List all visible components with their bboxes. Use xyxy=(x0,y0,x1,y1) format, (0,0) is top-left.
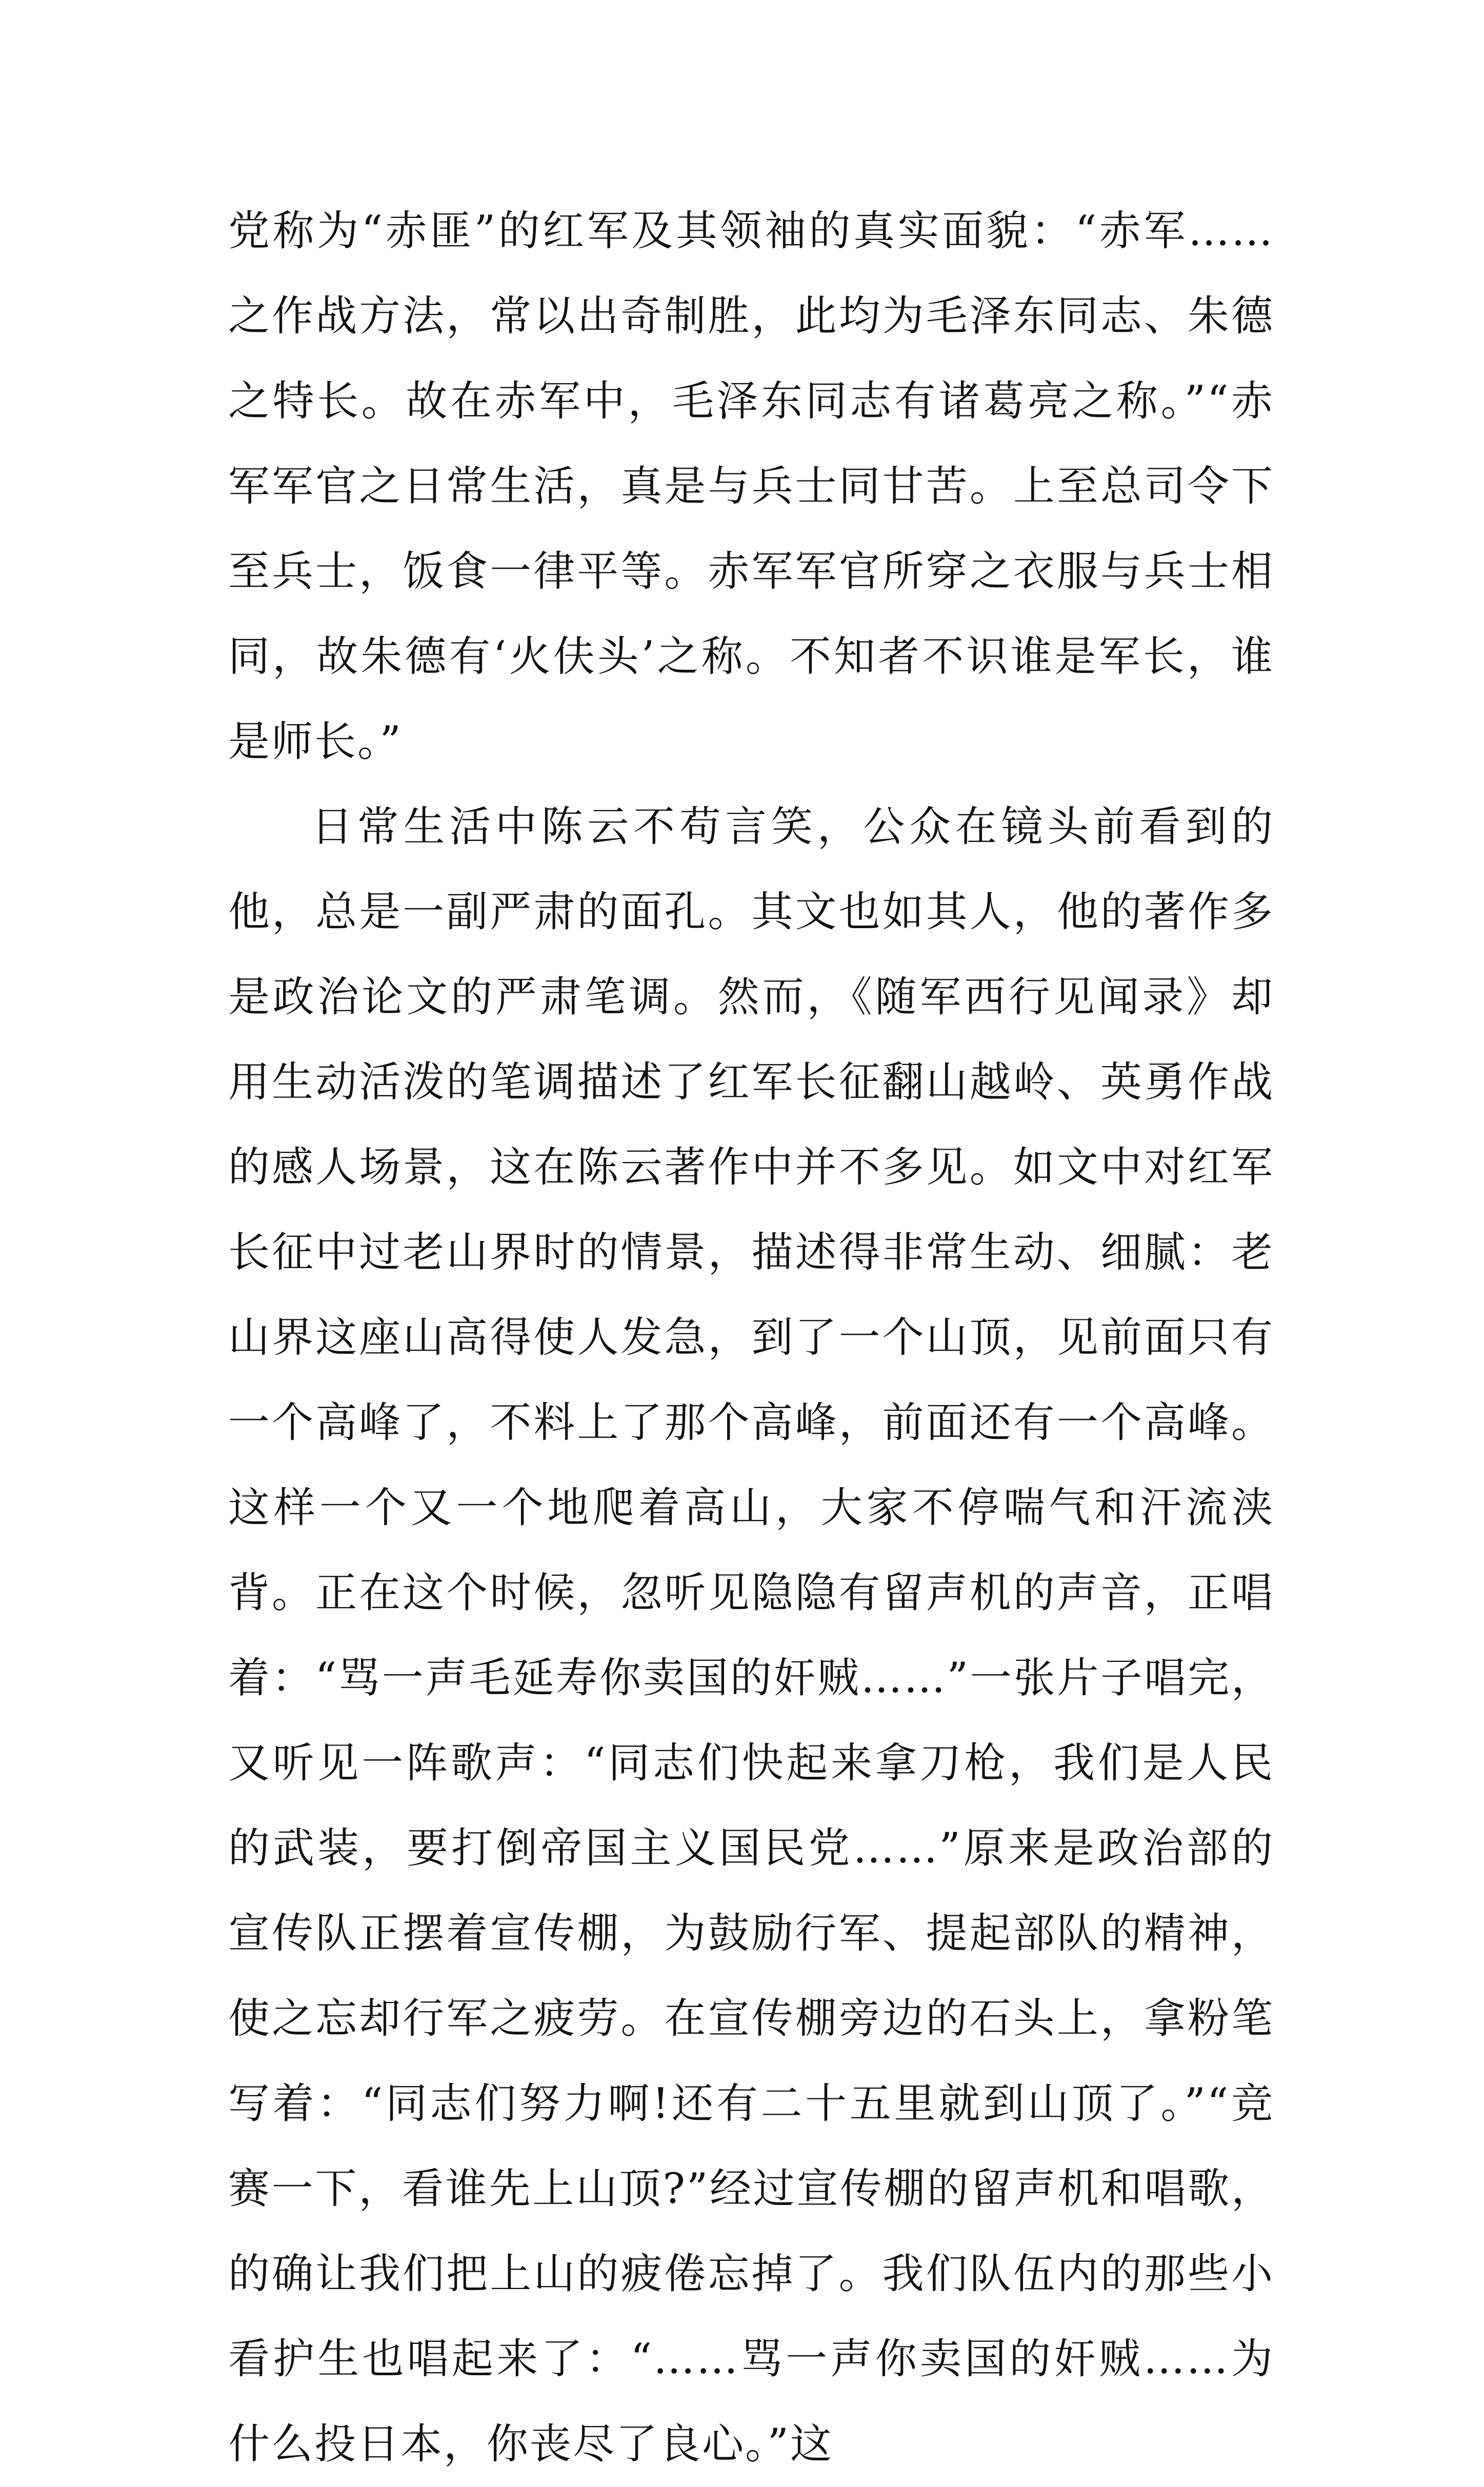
paragraph-2: 日常生活中陈云不苟言笑，公众在镜头前看到的他，总是一副严肃的面孔。其文也如其人，他的著作多是政治论文的严肃笔调。然而，《随军西行见闻录》却用生动活泼的笔调描述了红军长征翻山越岭、英勇作战的感人场景，这在陈云著作中并不多见。如文中对红军长征中过老山界时的情景，描述得非常生动、细腻：老山界这座山高得使人发急，到了一个山顶，见前面只有一个高峰了，不料上了那个高峰，前面还有一个高峰。这样一个又一个地爬着高山，大家不停喘气和汗流浃背。正在这个时候，忽听见隐隐有留声机的声音，正唱着：“骂一声毛延寿你卖国的奸贼……”一张片子唱完，又听见一阵歌声：“同志们快起来拿刀枪，我们是人民的武装，要打倒帝国主义国民党……”原来是政治部的宣传队正摆着宣传棚，为鼓励行军、提起部队的精神，使之忘却行军之疲劳。在宣传棚旁边的石头上，拿粉笔写着：“同志们努力啊!还有二十五里就到山顶了。”“竞赛一下，看谁先上山顶?”经过宣传棚的留声机和唱歌，的确让我们把上山的疲倦忘掉了。我们队伍内的那些小看护生也唱起来了：“……骂一声你卖国的奸贼……为什么投日本，你丧尽了良心。”这 xyxy=(228,803,1274,2469)
paragraph-1: 党称为“赤匪”的红军及其领袖的真实面貌：“赤军……之作战方法，常以出奇制胜，此均为毛泽东同志、朱德之特长。故在赤军中，毛泽东同志有诸葛亮之称。”“赤军军官之日常生活，真是与兵士同甘苦。上至总司令下至兵士，饭食一律平等。赤军军官所穿之衣服与兵士相同，故朱德有‘火伕头’之称。不知者不识谁是军长，谁是师长。” xyxy=(228,207,1274,766)
document-body xyxy=(228,189,1274,2487)
